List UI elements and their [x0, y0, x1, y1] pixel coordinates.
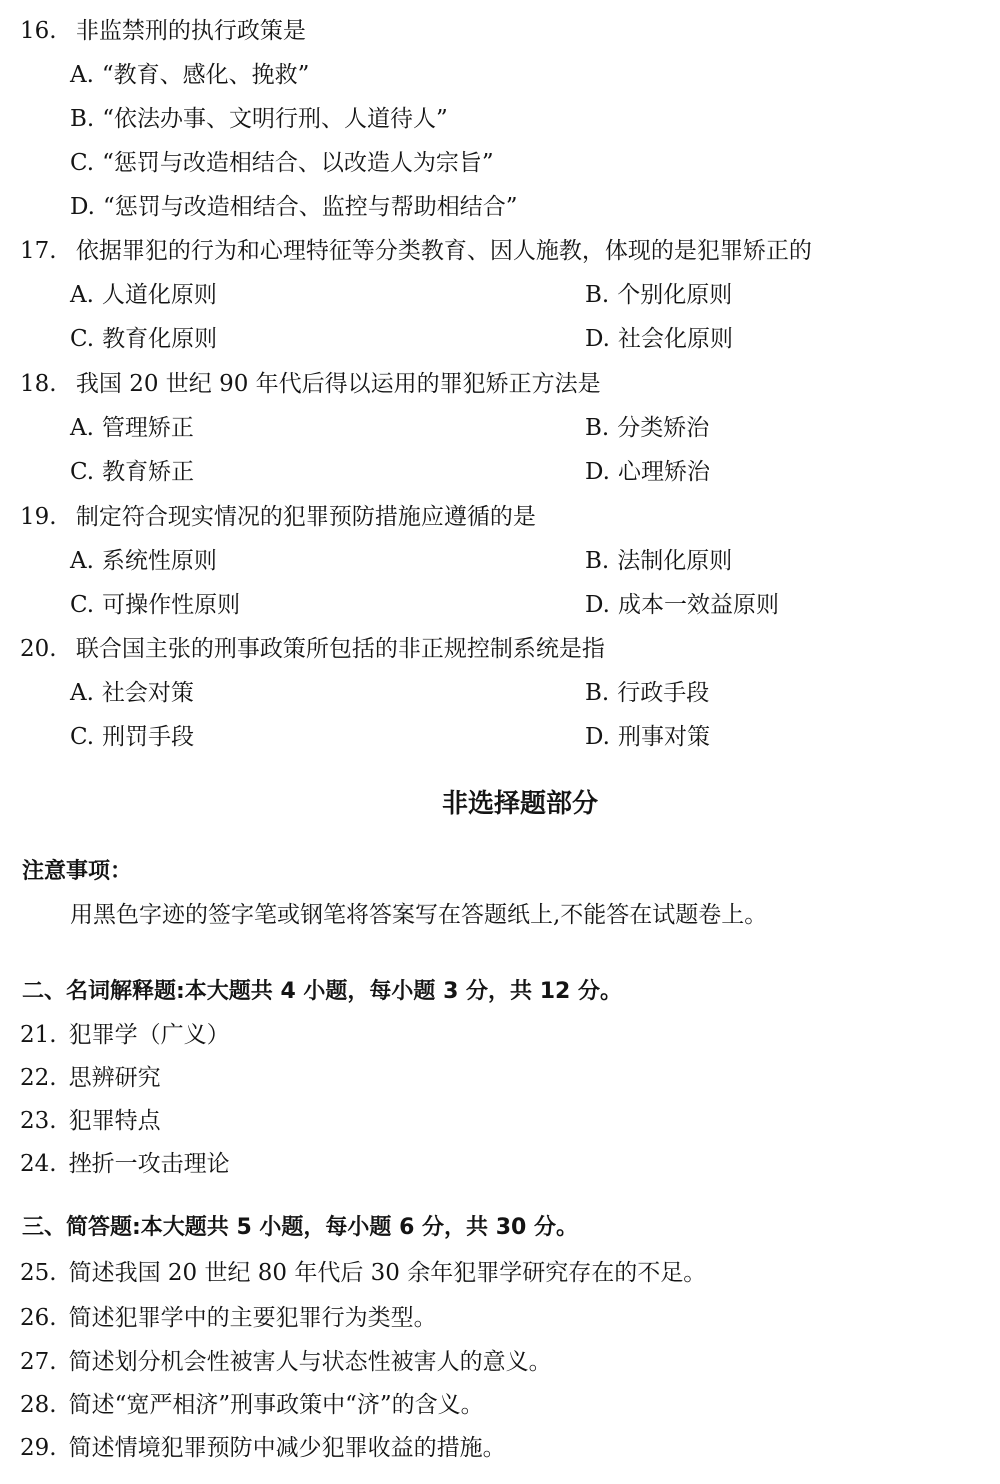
option-label: C. [70, 459, 95, 485]
question-number: 22. [20, 1065, 57, 1091]
q20-option-a [70, 678, 194, 708]
q17-option-b [585, 280, 732, 310]
part-title: 非选择题部分 [441, 789, 598, 819]
option-text: “教育、感化、挽救” [101, 62, 310, 88]
short-answer-26 [20, 1303, 437, 1333]
question-text: 依据罪犯的行为和心理特征等分类教育、因人施教，体现的是犯罪矫正的 [75, 238, 812, 264]
short-answer-28 [20, 1390, 484, 1420]
option-label: C. [70, 724, 95, 750]
question-number: 28. [20, 1392, 57, 1418]
option-label: D. [585, 724, 610, 750]
q19-option-a [70, 546, 217, 576]
option-label: B. [585, 548, 610, 574]
question-number: 18. [20, 371, 57, 397]
term-item-22 [20, 1063, 161, 1093]
option-text: “惩罚与改造相结合、以改造人为宗旨” [102, 150, 494, 176]
notice-text: 用黑色字迹的签字笔或钢笔将答案写在答题纸上,不能答在试题卷上。 [70, 902, 768, 928]
option-label: B. [585, 680, 610, 706]
option-text: 刑罚手段 [102, 724, 195, 750]
option-text: 可操作性原则 [102, 592, 241, 618]
option-text: 系统性原则 [101, 548, 217, 574]
short-answer-29 [20, 1433, 506, 1463]
question-20-stem [20, 634, 605, 664]
q16-option-a [70, 60, 309, 90]
question-17-stem [20, 236, 812, 266]
option-text: 成本一效益原则 [617, 592, 779, 618]
q16-option-b [70, 104, 448, 134]
q18-option-d [585, 457, 710, 487]
option-label: D. [70, 194, 95, 220]
q17-option-c [70, 324, 217, 354]
question-text: 犯罪特点 [68, 1108, 161, 1134]
option-text: 心理矫治 [617, 459, 710, 485]
q17-option-d [585, 324, 733, 354]
option-text: “惩罚与改造相结合、监控与帮助相结合” [102, 194, 518, 220]
option-label: A. [70, 415, 94, 441]
option-label: A. [70, 282, 94, 308]
question-text: 简述划分机会性被害人与状态性被害人的意义。 [68, 1349, 552, 1375]
q18-option-c [70, 457, 194, 487]
option-text: 人道化原则 [101, 282, 217, 308]
question-number: 29. [20, 1435, 57, 1461]
option-label: D. [585, 459, 610, 485]
option-text: 社会化原则 [617, 326, 733, 352]
question-text: 简述犯罪学中的主要犯罪行为类型。 [68, 1305, 437, 1331]
q20-option-c [70, 722, 194, 752]
question-text: 简述我国 20 世纪 80 年代后 30 余年犯罪学研究存在的不足。 [68, 1260, 707, 1286]
q19-option-c [70, 590, 240, 620]
option-text: 刑事对策 [617, 724, 710, 750]
question-text: 制定符合现实情况的犯罪预防措施应遵循的是 [75, 504, 536, 530]
option-text: 社会对策 [101, 680, 194, 706]
short-answer-27 [20, 1347, 552, 1377]
q19-option-b [585, 546, 732, 576]
term-item-23 [20, 1106, 161, 1136]
q19-option-d [585, 590, 779, 620]
option-label: C. [70, 326, 95, 352]
option-label: B. [585, 282, 610, 308]
option-label: B. [70, 106, 95, 132]
term-item-21 [20, 1020, 230, 1050]
question-text: 挫折一攻击理论 [68, 1151, 230, 1177]
section2-heading: 二、名词解释题:本大题共 4 小题，每小题 3 分，共 12 分。 [22, 979, 622, 1004]
question-text: 非监禁刑的执行政策是 [75, 18, 306, 44]
notice-heading: 注意事项： [22, 859, 133, 884]
question-number: 27. [20, 1349, 57, 1375]
question-number: 17. [20, 238, 57, 264]
question-number: 26. [20, 1305, 57, 1331]
option-text: 法制化原则 [617, 548, 733, 574]
q18-option-b [585, 413, 709, 443]
option-text: 管理矫正 [101, 415, 194, 441]
question-number: 21. [20, 1022, 57, 1048]
question-number: 25. [20, 1260, 57, 1286]
question-text: 我国 20 世纪 90 年代后得以运用的罪犯矫正方法是 [75, 371, 601, 397]
question-text: 思辨研究 [68, 1065, 161, 1091]
question-19-stem [20, 502, 536, 532]
question-text: 犯罪学（广义） [68, 1022, 230, 1048]
option-label: D. [585, 592, 610, 618]
question-text: 简述“宽严相济”刑事政策中“济”的含义。 [68, 1392, 484, 1418]
option-label: B. [585, 415, 610, 441]
option-label: A. [70, 548, 94, 574]
option-text: “依法办事、文明行刑、人道待人” [102, 106, 448, 132]
q16-option-d [70, 192, 517, 222]
option-text: 分类矫治 [617, 415, 710, 441]
option-label: C. [70, 592, 95, 618]
q17-option-a [70, 280, 217, 310]
question-number: 19. [20, 504, 57, 530]
question-number: 24. [20, 1151, 57, 1177]
section3-heading: 三、简答题:本大题共 5 小题，每小题 6 分，共 30 分。 [22, 1215, 578, 1240]
question-number: 23. [20, 1108, 57, 1134]
option-label: A. [70, 680, 94, 706]
question-number: 20. [20, 636, 57, 662]
question-number: 16. [20, 18, 57, 44]
term-item-24 [20, 1149, 230, 1179]
question-16-stem [20, 16, 306, 46]
q20-option-d [585, 722, 710, 752]
option-label: C. [70, 150, 95, 176]
option-label: A. [70, 62, 94, 88]
q20-option-b [585, 678, 709, 708]
question-text: 简述情境犯罪预防中减少犯罪收益的措施。 [68, 1435, 506, 1461]
option-label: D. [585, 326, 610, 352]
question-text: 联合国主张的刑事政策所包括的非正规控制系统是指 [75, 636, 605, 662]
option-text: 教育化原则 [102, 326, 218, 352]
option-text: 行政手段 [617, 680, 710, 706]
option-text: 个别化原则 [617, 282, 733, 308]
question-18-stem [20, 369, 601, 399]
option-text: 教育矫正 [102, 459, 195, 485]
short-answer-25 [20, 1258, 706, 1288]
q18-option-a [70, 413, 194, 443]
q16-option-c [70, 148, 494, 178]
